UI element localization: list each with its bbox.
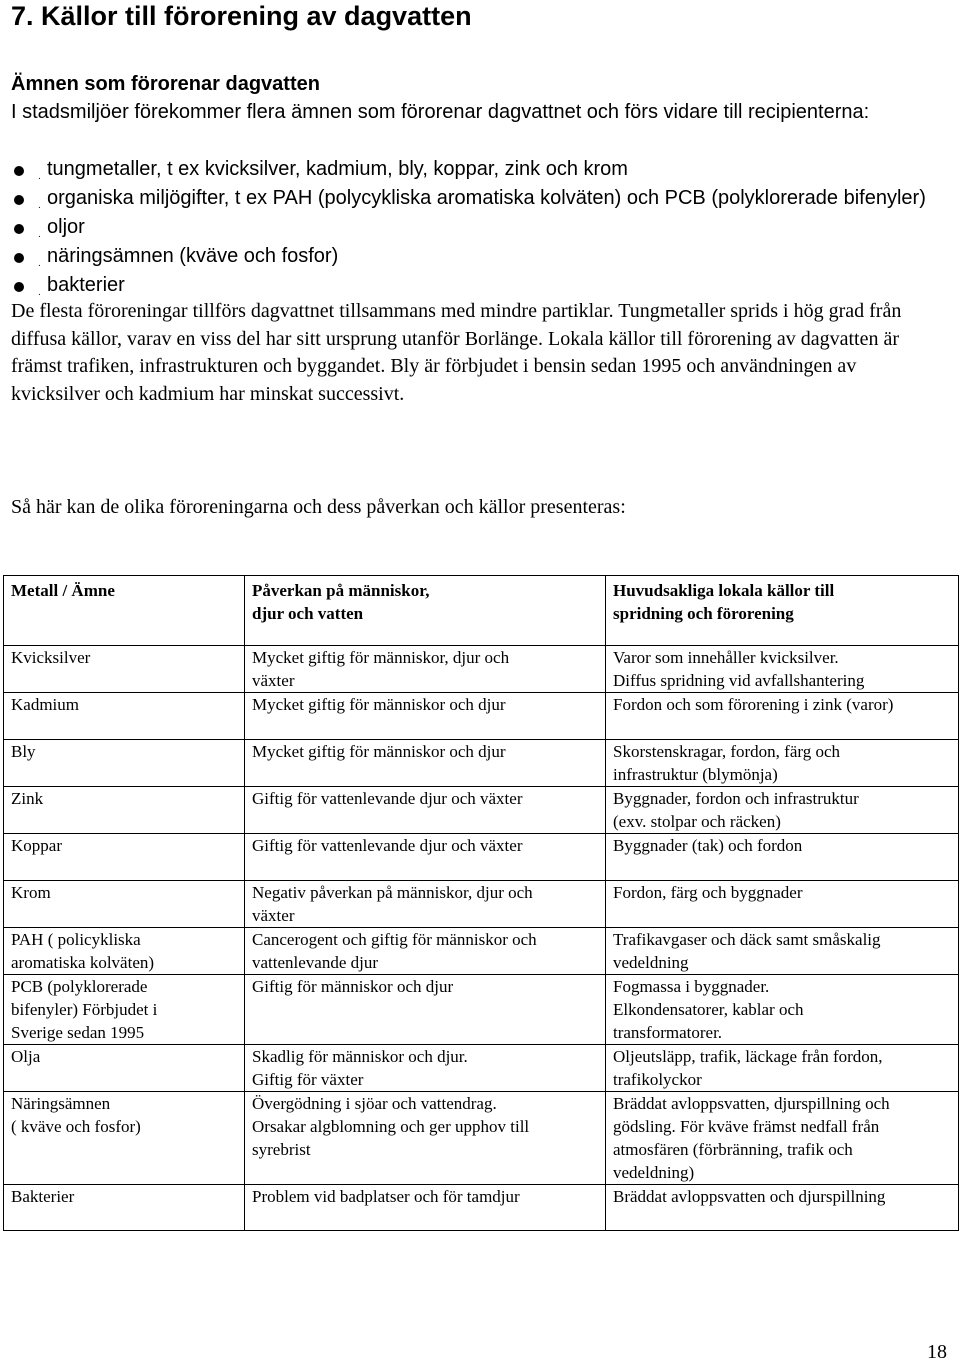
table-row <box>4 646 959 693</box>
cell-substance: Kadmium <box>4 693 245 740</box>
table-row <box>4 1045 959 1092</box>
bullet-text: näringsämnen (kväve och fosfor) <box>47 245 339 267</box>
bullet-text: bakterier <box>47 274 125 296</box>
cell-sources: Bräddat avloppsvatten, djurspillning och gödsling. För kväve främst nedfall från atmosfären (förbränning, trafik och vedeldning) <box>606 1092 959 1185</box>
table-row <box>4 834 959 881</box>
pollutant-bullet-list <box>11 155 941 300</box>
cell-sources: Fogmassa i byggnader. Elkondensatorer, kablar och transformatorer. <box>606 975 959 1045</box>
cell-substance: Näringsämnen ( kväve och fosfor) <box>4 1092 245 1185</box>
section-subheading: Ämnen som förorenar dagvatten <box>11 73 320 95</box>
cell-sources: Varor som innehåller kvicksilver. Diffus spridning vid avfallshantering <box>606 646 959 693</box>
cell-substance: Bly <box>4 740 245 787</box>
intro-paragraph: I stadsmiljöer förekommer flera ämnen som förorenar dagvattnet och förs vidare till recipienterna: <box>11 101 870 123</box>
table-row <box>4 975 959 1045</box>
cell-sources: Skorstenskragar, fordon, färg och infrastruktur (blymönja) <box>606 740 959 787</box>
cell-impact: Mycket giftig för människor och djur <box>245 740 606 787</box>
bullet-item <box>11 184 941 213</box>
cell-impact: Cancerogent och giftig för människor och vattenlevande djur <box>245 928 606 975</box>
bullet-mark-icon: . <box>38 287 41 298</box>
bullet-item <box>11 242 941 271</box>
cell-impact: Giftig för vattenlevande djur och växter <box>245 834 606 881</box>
bullet-text: organiska miljögifter, t ex PAH (polycykliska aromatiska kolväten) och PCB (polyklorerade bifenyler) <box>47 187 926 209</box>
cell-sources: Byggnader (tak) och fordon <box>606 834 959 881</box>
cell-sources: Byggnader, fordon och infrastruktur (exv. stolpar och räcken) <box>606 787 959 834</box>
table-row <box>4 693 959 740</box>
bullet-dot-icon <box>14 195 24 205</box>
cell-substance: PAH ( policykliska aromatiska kolväten) <box>4 928 245 975</box>
page-number: 18 <box>927 1341 947 1363</box>
cell-sources: Trafikavgaser och däck samt småskalig vedeldning <box>606 928 959 975</box>
body-paragraph: De flesta föroreningar tillförs dagvattnet tillsammans med mindre partiklar. Tungmetaller sprids i hög grad från diffusa källor, varav en viss del har sitt ursprung utanför Borlänge. Lokala källor till förorening av dagvatten är främst trafiken, infrastrukturen och byggandet. Bly är förbjudet i bensin sedan 1995 och användningen av kvicksilver och kadmium har minskat successivt. <box>11 300 902 405</box>
bullet-mark-icon: . <box>38 200 41 211</box>
cell-impact: Övergödning i sjöar och vattendrag. Orsakar algblomning och ger upphov till syrebrist <box>245 1092 606 1185</box>
bullet-text: tungmetaller, t ex kvicksilver, kadmium, bly, koppar, zink och krom <box>47 158 628 180</box>
cell-substance: Zink <box>4 787 245 834</box>
bullet-mark-icon: . <box>38 171 41 182</box>
bullet-mark-icon: . <box>38 229 41 240</box>
cell-substance: Bakterier <box>4 1185 245 1231</box>
table-row <box>4 787 959 834</box>
bullet-dot-icon <box>14 224 24 234</box>
cell-impact: Mycket giftig för människor, djur och växter <box>245 646 606 693</box>
table-row <box>4 928 959 975</box>
table-row <box>4 881 959 928</box>
cell-sources: Fordon och som förorening i zink (varor) <box>606 693 959 740</box>
cell-substance: PCB (polyklorerade bifenyler) Förbjudet i Sverige sedan 1995 <box>4 975 245 1045</box>
header-substance: Metall / Ämne <box>4 576 245 646</box>
header-sources: Huvudsakliga lokala källor till spridning och förorening <box>606 576 959 646</box>
cell-substance: Kvicksilver <box>4 646 245 693</box>
cell-substance: Krom <box>4 881 245 928</box>
table-lead-text: Så här kan de olika föroreningarna och dess påverkan och källor presenteras: <box>11 496 626 518</box>
bullet-item <box>11 213 941 242</box>
bullet-dot-icon <box>14 253 24 263</box>
bullet-text: oljor <box>47 216 85 238</box>
table-row <box>4 1185 959 1231</box>
bullet-item <box>11 271 941 300</box>
page-heading: 7. Källor till förorening av dagvatten <box>11 1 472 31</box>
table-row <box>4 1092 959 1185</box>
cell-impact: Giftig för människor och djur <box>245 975 606 1045</box>
cell-impact: Negativ påverkan på människor, djur och växter <box>245 881 606 928</box>
cell-sources: Bräddat avloppsvatten och djurspillning <box>606 1185 959 1231</box>
cell-impact: Mycket giftig för människor och djur <box>245 693 606 740</box>
cell-impact: Problem vid badplatser och för tamdjur <box>245 1185 606 1231</box>
cell-impact: Skadlig för människor och djur. Giftig för växter <box>245 1045 606 1092</box>
header-impact: Påverkan på människor, djur och vatten <box>245 576 606 646</box>
bullet-item <box>11 155 941 184</box>
cell-sources: Oljeutsläpp, trafik, läckage från fordon, trafikolyckor <box>606 1045 959 1092</box>
cell-substance: Koppar <box>4 834 245 881</box>
pollutant-sources-table <box>3 575 959 1231</box>
table-header-row <box>4 576 959 646</box>
table-row <box>4 740 959 787</box>
bullet-dot-icon <box>14 282 24 292</box>
cell-substance: Olja <box>4 1045 245 1092</box>
bullet-dot-icon <box>14 166 24 176</box>
cell-sources: Fordon, färg och byggnader <box>606 881 959 928</box>
bullet-mark-icon: . <box>38 258 41 269</box>
cell-impact: Giftig för vattenlevande djur och växter <box>245 787 606 834</box>
